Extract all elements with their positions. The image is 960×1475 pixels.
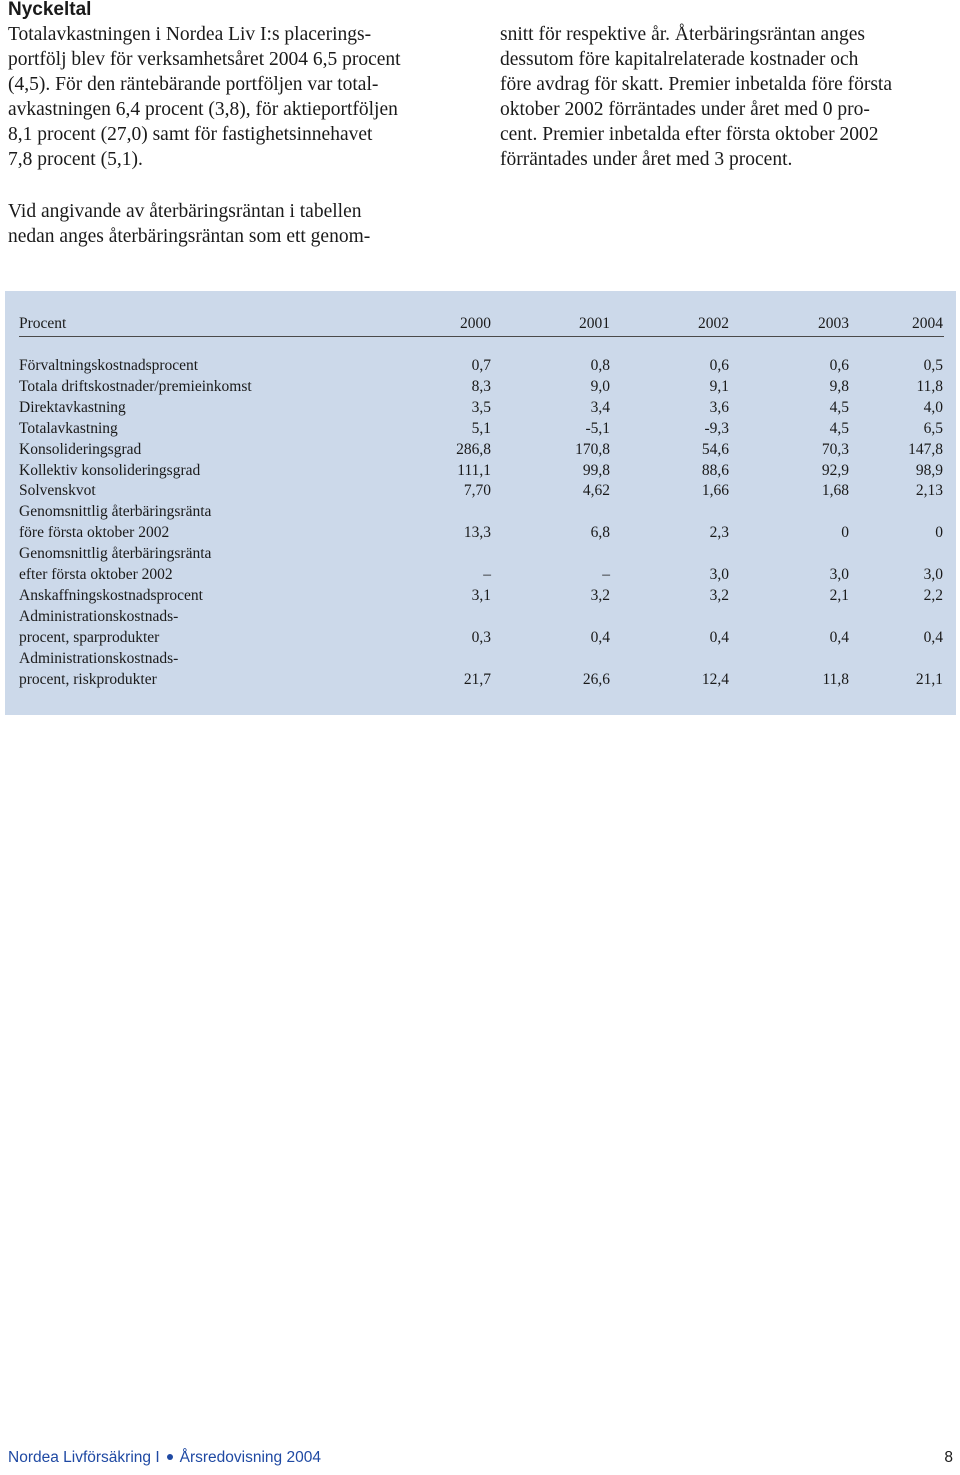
section-heading: Nyckeltal [8,0,92,20]
table-row-label: procent, sparprodukter [19,628,160,646]
table-cell: 3,6 [709,398,729,416]
table-cell: 11,8 [916,377,943,395]
table-cell: 9,0 [590,377,610,395]
table-row [19,397,944,418]
paragraph-line: dessutom före kapitalrelaterade kostnader och [500,49,859,70]
table-row-label: Kollektiv konsolideringsgrad [19,461,201,479]
table-row [19,480,944,501]
table-row-label: Genomsnittlig återbäringsränta [19,545,212,563]
table-row [19,627,944,648]
table-row-label: Anskaffningskostnadsprocent [19,586,203,604]
table-row [19,669,944,690]
paragraph-line: nedan anges återbäringsräntan som ett genom- [8,226,371,247]
table-cell: 6,8 [590,524,610,542]
table-row [19,564,944,585]
table-row [19,355,944,376]
table-cell: 3,5 [471,398,491,416]
table-cell: 3,4 [590,398,610,416]
table-row-label: Totala driftskostnader/premieinkomst [19,377,252,395]
table-row-label: Solvenskvot [19,482,96,500]
table-cell: 0,6 [709,357,729,374]
table-header-divider [19,336,944,337]
paragraph-line: portfölj blev för verksamhetsåret 2004 6,5 procent [8,49,401,70]
table-cell: 3,0 [923,566,943,583]
table-cell: -9,3 [704,419,729,437]
table-cell: 4,62 [582,482,610,500]
table-cell: 0,4 [829,628,849,646]
table-cell: 11,8 [822,670,849,688]
table-row-label: Konsolideringsgrad [19,440,142,458]
table-cell: 0,7 [471,357,491,374]
table-cell: – [483,566,491,583]
table-cell: 5,1 [471,419,491,437]
table-row-label: efter första oktober 2002 [19,566,173,583]
table-row-label: Totalavkastning [19,419,118,437]
page-number: 8 [944,1449,953,1466]
table-cell: 98,9 [915,461,943,479]
table-row-label: procent, riskprodukter [19,670,157,688]
paragraph-line: cent. Premier inbetalda efter första oktober 2002 [500,124,879,145]
table-cell: 0,6 [829,357,849,374]
table-cell: 1,68 [821,482,849,500]
right-column-paragraph [500,22,892,172]
table-cell: 3,1 [471,586,491,604]
table-header-label: Procent [19,315,67,332]
table-row-label: Administrationskostnads- [19,607,179,625]
footer-company: Nordea Livförsäkring I [8,1449,160,1466]
table-cell: 6,5 [923,419,943,437]
paragraph-line: snitt för respektive år. Återbäringsräntan anges [500,24,865,45]
table-cell: 70,3 [821,440,849,458]
table-cell: 88,6 [701,461,729,479]
table-cell: 0,5 [923,357,943,374]
table-cell: 54,6 [701,440,729,458]
table-header-year: 2004 [912,315,943,332]
table-cell: 12,4 [701,670,729,688]
table-cell: 3,0 [709,566,729,583]
table-row-label: före första oktober 2002 [19,524,170,542]
table-header-year: 2003 [818,315,849,332]
table-intro-paragraph [8,199,370,249]
table-cell: 3,0 [829,566,849,583]
table-header-row [19,313,944,334]
table-row [19,648,944,669]
table-cell: -5,1 [585,419,610,437]
table-cell: 0,8 [590,357,610,374]
table-cell: 7,70 [463,482,491,500]
bullet-icon [167,1454,173,1460]
table-cell: – [602,566,610,583]
table-row-label: Administrationskostnads- [19,649,179,667]
table-row [19,501,944,522]
page-footer [8,1447,953,1469]
paragraph-line: 7,8 procent (5,1). [8,149,143,170]
footer-publication [8,1447,321,1469]
key-figures-table [5,291,956,715]
paragraph-line: Vid angivande av återbäringsräntan i tabellen [8,201,362,222]
table-row [19,606,944,627]
table-cell: 2,1 [829,586,849,604]
table-cell: 0,3 [471,628,491,646]
table-header-year: 2002 [698,315,729,332]
table-row-label: Direktavkastning [19,398,126,416]
paragraph-line: 8,1 procent (27,0) samt för fastighetsinnehavet [8,124,373,145]
paragraph-line: avkastningen 6,4 procent (3,8), för aktieportföljen [8,99,398,120]
table-row [19,522,944,543]
table-cell: 0,4 [590,628,610,646]
table-cell: 9,1 [709,377,729,395]
table-cell: 0 [841,524,849,542]
footer-report: Årsredovisning 2004 [179,1449,321,1466]
table-cell: 147,8 [908,440,943,458]
table-cell: 21,1 [915,670,943,688]
table-row [19,543,944,564]
table-cell: 2,13 [915,482,943,500]
paragraph-line: före avdrag för skatt. Premier inbetalda före första [500,74,892,95]
table-cell: 170,8 [575,440,610,458]
table-cell: 3,2 [709,586,729,604]
table-cell: 1,66 [701,482,729,500]
table-row [19,460,944,481]
table-cell: 92,9 [821,461,849,479]
paragraph-line: (4,5). För den räntebärande portföljen var total- [8,74,379,95]
table-cell: 111,1 [457,461,491,479]
table-row [19,585,944,606]
table-cell: 13,3 [463,524,491,542]
paragraph-line: Totalavkastningen i Nordea Liv I:s placerings- [8,24,372,45]
table-header-year: 2000 [460,315,491,332]
table-cell: 3,2 [590,586,610,604]
table-row-label: Förvaltningskostnadsprocent [19,357,199,374]
table-cell: 4,5 [829,398,849,416]
table-row [19,418,944,439]
table-cell: 26,6 [582,670,610,688]
paragraph-line: oktober 2002 förräntades under året med 0 pro- [500,99,870,120]
table-cell: 99,8 [582,461,610,479]
paragraph-line: förräntades under året med 3 procent. [500,149,793,170]
table-cell: 4,5 [829,419,849,437]
table-cell: 2,2 [923,586,943,604]
table-cell: 0 [935,524,943,542]
table-row [19,439,944,460]
table-cell: 286,8 [456,440,491,458]
table-cell: 2,3 [709,524,729,542]
table-cell: 21,7 [463,670,491,688]
table-cell: 8,3 [471,377,491,395]
intro-paragraph [8,22,401,172]
table-row [19,376,944,397]
table-cell: 0,4 [709,628,729,646]
table-header-year: 2001 [579,315,610,332]
table-row-label: Genomsnittlig återbäringsränta [19,503,212,521]
table-cell: 0,4 [923,628,943,646]
table-cell: 4,0 [923,398,943,416]
table-cell: 9,8 [829,377,849,395]
